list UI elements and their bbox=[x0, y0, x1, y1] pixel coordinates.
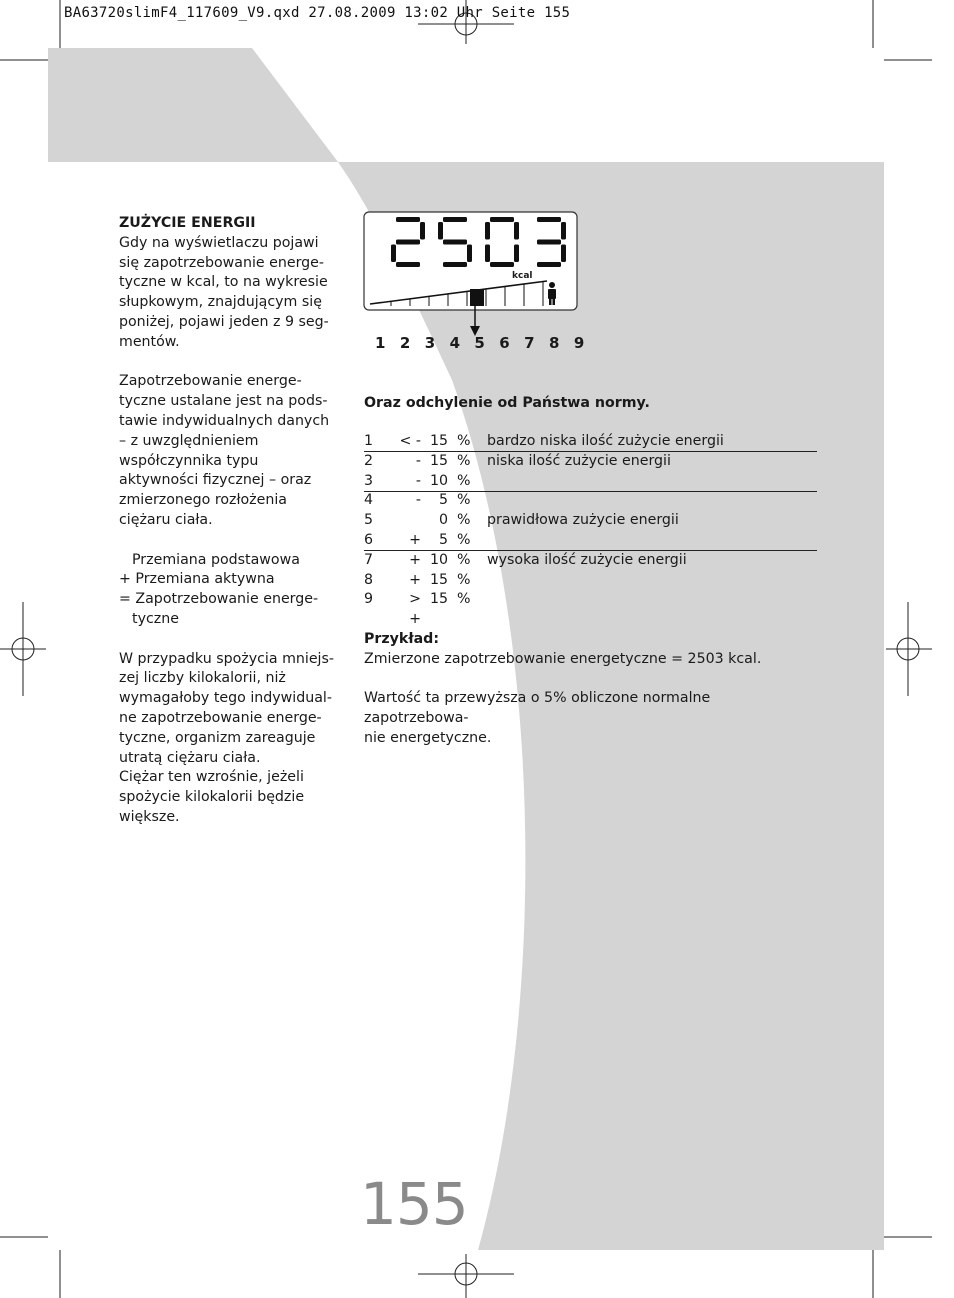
row-number: 6 bbox=[364, 531, 374, 548]
row-description: bardzo niska ilość zużycie energii bbox=[487, 433, 724, 449]
intro-line: poniżej, pojawi jeden z 9 seg- bbox=[119, 313, 329, 330]
explanation-line: – z uwzględnieniem bbox=[119, 432, 259, 449]
example-line: Zmierzone zapotrzebowanie energetyczne = 2503 kcal. bbox=[364, 650, 762, 667]
row-number: 8 bbox=[364, 571, 374, 588]
row-description: niska ilość zużycie energii bbox=[487, 452, 671, 469]
lcd-digit-segment bbox=[537, 217, 561, 222]
table-divider bbox=[364, 491, 817, 492]
row-number: 7 bbox=[364, 551, 374, 568]
deviation-heading: Oraz odchylenie od Państwa normy. bbox=[364, 395, 650, 411]
consequence-line: Ciężar ten wzrośnie, jeżeli bbox=[119, 769, 304, 786]
example-block bbox=[364, 630, 819, 749]
explanation-line: ciężaru ciała. bbox=[119, 511, 213, 528]
lcd-digit-segment bbox=[561, 245, 566, 263]
example-result-line: nie energetyczne. bbox=[364, 729, 492, 746]
intro-line: tyczne w kcal, to na wykresie bbox=[119, 274, 328, 291]
row-number: 4 bbox=[364, 492, 374, 509]
lcd-digit-segment bbox=[443, 217, 467, 222]
lcd-digit-segment bbox=[537, 262, 561, 267]
row-value: 15 bbox=[429, 433, 448, 449]
row-percent: % bbox=[457, 472, 471, 489]
row-value: 10 bbox=[429, 551, 448, 568]
table-divider bbox=[364, 451, 817, 452]
table-row bbox=[364, 571, 817, 591]
row-number: 9 bbox=[364, 591, 374, 608]
table-row bbox=[364, 551, 817, 571]
row-percent: % bbox=[457, 551, 471, 568]
lcd-digit-segment bbox=[561, 222, 566, 240]
table-divider bbox=[364, 550, 817, 551]
row-sign: + bbox=[409, 531, 421, 548]
lcd-digit-segment bbox=[485, 245, 490, 263]
row-value: 10 bbox=[429, 472, 448, 489]
explanation-line: zmierzonego rozłożenia bbox=[119, 492, 287, 509]
row-percent: % bbox=[457, 571, 471, 588]
lcd-digit-segment bbox=[396, 262, 420, 267]
formula-line: + Przemiana aktywna bbox=[119, 571, 275, 588]
explanation-line: tawie indywidualnych danych bbox=[119, 412, 330, 429]
print-slug-line: BA63720slimF4_117609_V9.qxd 27.08.2009 13:02 Uhr Seite 155 bbox=[64, 5, 571, 21]
table-row bbox=[364, 491, 817, 511]
left-column bbox=[119, 214, 334, 828]
explanation-line: tyczne ustalane jest na pods- bbox=[119, 393, 328, 410]
lcd-digit-segment bbox=[396, 240, 420, 245]
intro-line: się zapotrzebowanie energe- bbox=[119, 254, 325, 271]
row-sign: + bbox=[409, 551, 421, 568]
row-percent: % bbox=[457, 433, 471, 449]
row-percent: % bbox=[457, 512, 471, 529]
row-sign: + bbox=[409, 571, 421, 588]
row-percent: % bbox=[457, 452, 471, 469]
table-row bbox=[364, 472, 817, 492]
row-number: 1 bbox=[364, 433, 374, 449]
consequence-line: zej liczby kilokalorii, niż bbox=[119, 670, 286, 687]
lcd-digit-segment bbox=[443, 240, 467, 245]
lcd-digit-segment bbox=[391, 245, 396, 263]
table-row bbox=[364, 452, 817, 472]
row-percent: % bbox=[457, 492, 471, 509]
row-value: 15 bbox=[429, 452, 448, 469]
explanation-line: aktywności fizycznej – oraz bbox=[119, 472, 312, 489]
row-value: 15 bbox=[429, 591, 448, 608]
explanation-line: współczynnika typu bbox=[119, 452, 259, 469]
consequence-line: spożycie kilokalorii będzie bbox=[119, 789, 305, 806]
explanation-line: Zapotrzebowanie energe- bbox=[119, 373, 302, 390]
consequence-line: tyczne, organizm zareaguje bbox=[119, 729, 316, 746]
row-number: 5 bbox=[364, 512, 374, 529]
lcd-digit-segment bbox=[537, 240, 561, 245]
row-sign: > + bbox=[409, 591, 421, 628]
row-percent: % bbox=[457, 531, 471, 548]
lcd-digit-segment bbox=[514, 222, 519, 240]
row-description: wysoka ilość zużycie energii bbox=[487, 551, 687, 568]
lcd-digit-segment bbox=[396, 217, 420, 222]
intro-line: mentów. bbox=[119, 333, 180, 350]
lcd-digit-segment bbox=[490, 262, 514, 267]
lcd-digit-segment bbox=[467, 245, 472, 263]
intro-line: słupkowym, znajdującym się bbox=[119, 294, 322, 311]
deviation-heading-block bbox=[364, 394, 819, 414]
lcd-digit-segment bbox=[420, 222, 425, 240]
segment-number-scale: 1 2 3 4 5 6 7 8 9 bbox=[375, 334, 589, 352]
deviation-table bbox=[364, 432, 817, 628]
consequence-line: W przypadku spożycia mniejs- bbox=[119, 650, 335, 667]
row-percent: % bbox=[457, 591, 471, 608]
table-row bbox=[364, 531, 817, 551]
lcd-digit-segment bbox=[443, 262, 467, 267]
example-heading: Przykład: bbox=[364, 631, 440, 647]
formula-line: tyczne bbox=[132, 610, 179, 627]
row-value: 15 bbox=[429, 571, 448, 588]
row-description: prawidłowa zużycie energii bbox=[487, 512, 679, 529]
table-row bbox=[364, 511, 817, 531]
lcd-digit-segment bbox=[514, 245, 519, 263]
row-number: 3 bbox=[364, 472, 374, 489]
row-sign: < - bbox=[399, 433, 421, 449]
lcd-unit-label: kcal bbox=[512, 271, 533, 281]
lcd-bar-active bbox=[470, 289, 484, 306]
consequence-line: utratą ciężaru ciała. bbox=[119, 749, 261, 766]
lcd-digit-segment bbox=[485, 222, 490, 240]
consequence-line: ne zapotrzebowanie energe- bbox=[119, 709, 322, 726]
formula-line: = Zapotrzebowanie energe- bbox=[119, 591, 319, 608]
page-number: 155 bbox=[360, 1170, 468, 1238]
example-result-line: Wartość ta przewyższa o 5% obliczone normalne zapotrzebowa- bbox=[364, 690, 711, 727]
lcd-digit-segment bbox=[490, 217, 514, 222]
top-gray-tab bbox=[48, 48, 338, 162]
table-row bbox=[364, 432, 817, 452]
table-row bbox=[364, 590, 817, 628]
row-sign: - bbox=[415, 492, 421, 509]
row-sign: - bbox=[415, 472, 421, 489]
row-sign: - bbox=[415, 452, 421, 469]
consequence-line: wymagałoby tego indywidual- bbox=[119, 690, 332, 707]
consequence-line: większe. bbox=[119, 808, 180, 825]
intro-line: Gdy na wyświetlaczu pojawi bbox=[119, 234, 319, 251]
row-number: 2 bbox=[364, 452, 374, 469]
formula-line: Przemiana podstawowa bbox=[132, 551, 300, 568]
row-value: 0 bbox=[438, 512, 448, 529]
row-value: 5 bbox=[438, 492, 448, 509]
row-value: 5 bbox=[438, 531, 448, 548]
lcd-digit-segment bbox=[438, 222, 443, 240]
section-heading: ZUŻYCIE ENERGII bbox=[119, 215, 256, 231]
